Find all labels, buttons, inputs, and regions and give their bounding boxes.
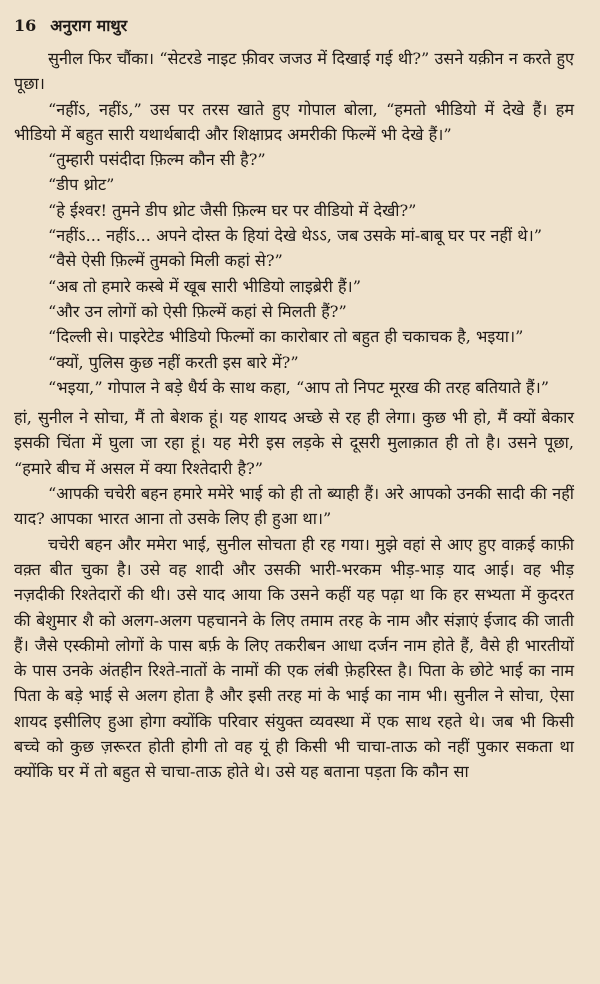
paragraph: “हे ईश्वर! तुमने डीप थ्रोट जैसी फ़िल्म घर पर वीडियो में देखी?” <box>48 200 417 220</box>
paragraph: “नहींऽ, नहींऽ,” उस पर तरस खाते हुए गोपाल बोला, “हमतो भीडियो में देखे हैं। हम भीडियो में बहुत सारी यथार्थबादी और शिक्षाप्रद अमरीकी फिल्में भी देखे हैं।” <box>14 99 574 144</box>
paragraph: “नहींऽ... नहींऽ... अपने दोस्त के हियां देखे थेऽऽ, जब उसके मां-बाबू घर पर नहीं थे।” <box>48 226 543 246</box>
paragraph: “डीप थ्रोट” <box>48 175 115 195</box>
paragraph: “अब तो हमारे कस्बे में खूब सारी भीडियो लाइब्रेरी हैं।” <box>48 276 361 296</box>
paragraph: “और उन लोगों को ऐसी फ़िल्में कहां से मिलती हैं?” <box>48 301 347 321</box>
paragraph: “भइया,” गोपाल ने बड़े धैर्य के साथ कहा, “आप तो निपट मूरख की तरह बतियाते हैं।” <box>48 377 550 397</box>
paragraph: “क्यों, पुलिस कुछ नहीं करती इस बारे में?” <box>48 352 299 372</box>
page-body <box>14 46 574 785</box>
paragraph: “दिल्ली से। पाइरेटेड भीडियो फिल्मों का कारोबार तो बहुत ही चकाचक है, भइया।” <box>48 327 524 347</box>
running-title: अनुराग माथुर <box>50 16 128 35</box>
paragraph: चचेरी बहन और ममेरा भाई, सुनील सोचता ही रह गया। मुझे वहां से आए हुए वाक़ई काफ़ी वक़्त बीत चुका है। उसे वह शादी और उसकी भारी-भरकम भीड़-भाड़ याद आई। वह भीड़ नज़दीकी रिश्तेदारों की थी। उसे याद आया कि उसने कहीं यह पढ़ा था कि हर सभ्यता में कुदरत की बेशुमार शै को अलग-अलग पहचानने के लिए तमाम तरह के नाम और संज्ञाएं ईजाद की जाती हैं। जैसे एस्कीमो लोगों के पास बर्फ़ के लिए तकरीबन आधा दर्जन नाम होते हैं, वैसे ही भारतीयों के पास उनके अंतहीन रिश्ते-नातों के नामों की एक लंबी फ़ेहरिस्त है। पिता के छोटे भाई का नाम पिता के बड़े भाई से अलग होता है और इसी तरह मां के भाई का नाम भी। सुनील ने सोचा, ऐसा शायद इसीलिए हुआ होगा क्योंकि परिवार संयुक्त व्यवस्था में एक साथ रहते थे। जब भी किसी बच्चे को कुछ ज़रूरत होती होगी तो वह यूं ही किसी भी चाचा-ताऊ को नहीं पुकार सकता था क्योंकि घर में तो बहुत से चाचा-ताऊ होते थे। उसे यह बताना पड़ता कि कौन सा <box>14 534 574 782</box>
paragraph: “तुम्हारी पसंदीदा फ़िल्म कौन सी है?” <box>48 150 266 170</box>
paragraph: हां, सुनील ने सोचा, मैं तो बेशक हूं। यह शायद अच्छे से रह ही लेगा। कुछ भी हो, मैं क्यों बेकार इसकी चिंता में घुला जा रहा हूं। यह मेरी इस लड़के से दूसरी मुलाक़ात ही तो है। उसने पूछा, “हमारे बीच में असल में क्या रिश्तेदारी है?” <box>14 408 574 478</box>
paragraph: “वैसे ऐसी फ़िल्में तुमको मिली कहां से?” <box>48 251 283 271</box>
page-number: 16 <box>14 15 37 35</box>
page-header <box>14 8 574 42</box>
paragraph: “आपकी चचेरी बहन हमारे ममेरे भाई को ही तो ब्याही हैं। अरे आपको उनकी सादी की नहीं याद? आपका भारत आना तो उसके लिए ही हुआ था।” <box>14 484 574 529</box>
paragraph: सुनील फिर चौंका। “सेटरडे नाइट फ़ीवर जजउ में दिखाई गई थी?” उसने यक़ीन न करते हुए पूछा। <box>14 49 574 94</box>
